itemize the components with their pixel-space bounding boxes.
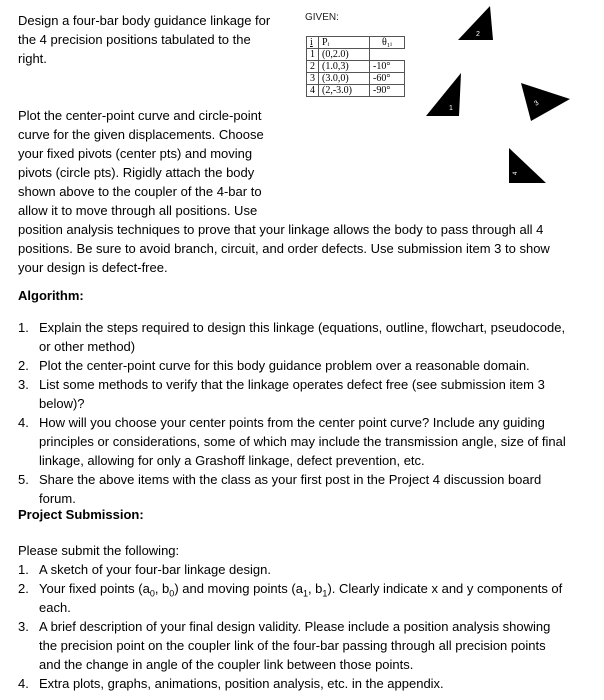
- plot-line: your design is defect-free.: [18, 260, 168, 275]
- cell-i: 1: [307, 49, 319, 61]
- header-angle: θ₁ᵢ: [370, 37, 405, 49]
- triangle-position-2: [458, 6, 493, 40]
- intro-paragraph: [18, 11, 283, 68]
- plot-line: positions. Be sure to avoid branch, circuit, and order defects. Use submission item 3 to show: [18, 241, 550, 256]
- cell-i: 4: [307, 85, 319, 97]
- plot-paragraph: [18, 106, 588, 277]
- submission-heading: Project Submission:: [18, 507, 144, 522]
- item-number: 5.: [18, 472, 29, 487]
- table-row: [307, 73, 405, 85]
- list-item: [18, 674, 584, 693]
- triangle-label-4: 4: [513, 171, 519, 175]
- algorithm-list: [18, 318, 584, 508]
- cell-position: (0,2.0): [319, 49, 370, 61]
- item-line: Plot the center-point curve for this body guidance problem over a reasonable domain.: [39, 358, 530, 373]
- cell-position: (2,-3.0): [319, 85, 370, 97]
- cell-position: (1.0,3): [319, 61, 370, 73]
- given-table: [306, 36, 405, 97]
- item-line: and the change in angle of the coupler link between those points.: [39, 657, 414, 672]
- plot-line: your fixed pivots (center pts) and moving: [18, 146, 253, 161]
- algorithm-heading: Algorithm:: [18, 288, 84, 303]
- cell-angle: -60°: [370, 73, 405, 85]
- item-line: How will you choose your center points from the center point curve? Include any guiding: [39, 415, 545, 430]
- list-item: [18, 579, 584, 617]
- intro-line: the 4 precision positions tabulated to the: [18, 32, 251, 47]
- item-line: the precision point on the coupler link of the four-bar passing through all precision points: [39, 638, 546, 653]
- plot-line: allow it to move through all positions. Use: [18, 203, 258, 218]
- item-line: forum.: [39, 491, 76, 506]
- submission-intro: Please submit the following:: [18, 543, 180, 558]
- cell-i: 2: [307, 61, 319, 73]
- cell-i: 3: [307, 73, 319, 85]
- table-row: [307, 49, 405, 61]
- list-item: [18, 375, 584, 413]
- plot-line: shown above to the coupler of the 4-bar to: [18, 184, 262, 199]
- item-line: Share the above items with the class as your first post in the Project 4 discussion board: [39, 472, 542, 487]
- item-number: 2.: [18, 358, 29, 373]
- item-line: principles or considerations, some of which may include the transmission angle, size of final: [39, 434, 566, 449]
- item-number: 3.: [18, 377, 29, 392]
- list-item: [18, 356, 584, 375]
- list-item: [18, 617, 584, 674]
- triangle-label-3: 3: [533, 99, 541, 108]
- triangle-label-2: 2: [476, 31, 480, 38]
- cell-position: (3.0,0): [319, 73, 370, 85]
- plot-line: position analysis techniques to prove that your linkage allows the body to pass through all 4: [18, 222, 544, 237]
- submission-list: [18, 560, 584, 693]
- table-header-row: [307, 37, 405, 49]
- triangle-label-1: 1: [449, 105, 453, 112]
- intro-line: right.: [18, 51, 47, 66]
- item-number: 4.: [18, 415, 29, 430]
- item-number: 1.: [18, 562, 29, 577]
- item-line: A brief description of your final design validity. Please include a position analysis showing: [39, 619, 551, 634]
- header-position: Pᵢ: [319, 37, 370, 49]
- plot-line: pivots (circle pts). Rigidly attach the body: [18, 165, 255, 180]
- item-line: below)?: [39, 396, 85, 411]
- list-item: [18, 560, 584, 579]
- cell-angle: -10°: [370, 61, 405, 73]
- plot-line: Plot the center-point curve and circle-point: [18, 108, 262, 123]
- given-label: GIVEN:: [305, 12, 339, 23]
- item-line: Your fixed points ($a_0$, $b_0$) and moving points ($a_1$, $b_1$). Clearly indicate x and y components of: [39, 581, 563, 599]
- table-row: [307, 85, 405, 97]
- item-line: A sketch of your four-bar linkage design.: [39, 562, 271, 577]
- list-item: [18, 413, 584, 470]
- intro-line: Design a four-bar body guidance linkage for: [18, 13, 271, 28]
- item-number: 2.: [18, 581, 29, 596]
- header-i: i: [307, 37, 319, 49]
- item-number: 1.: [18, 320, 29, 335]
- table-row: [307, 61, 405, 73]
- item-line: each.: [39, 600, 71, 615]
- cell-angle: [370, 49, 405, 61]
- item-number: 3.: [18, 619, 29, 634]
- item-line: or other method): [39, 339, 136, 354]
- list-item: [18, 318, 584, 356]
- item-line: List some methods to verify that the linkage operates defect free (see submission item 3: [39, 377, 545, 392]
- item-line: linkage, allowing for only a Grashoff linkage, defect prevention, etc.: [39, 453, 425, 468]
- item-line: Explain the steps required to design this linkage (equations, outline, flowchart, pseudocode,: [39, 320, 566, 335]
- plot-line: curve for the given displacements. Choose: [18, 127, 264, 142]
- item-line: Extra plots, graphs, animations, position analysis, etc. in the appendix.: [39, 676, 444, 691]
- cell-angle: -90°: [370, 85, 405, 97]
- item-number: 4.: [18, 676, 29, 691]
- list-item: [18, 470, 584, 508]
